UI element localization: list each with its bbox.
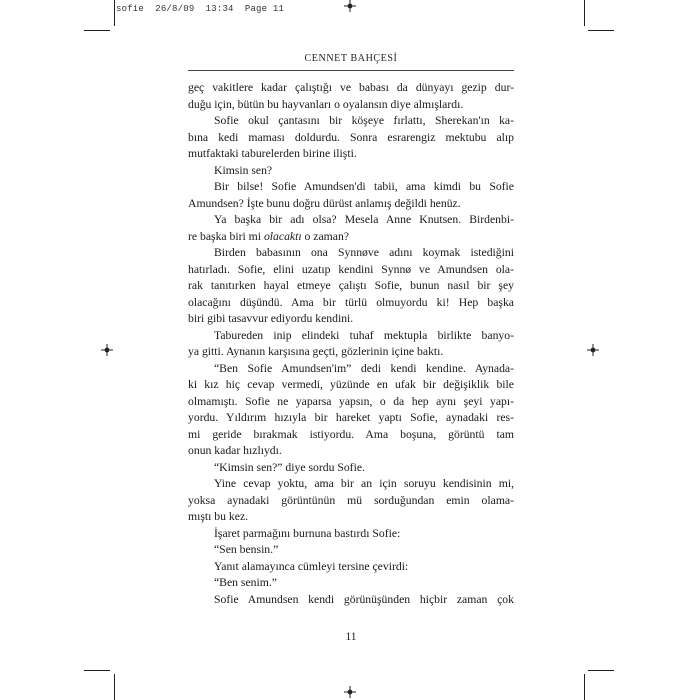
text-line: Birden babasının ona Synnøve adını koymak istediğini xyxy=(214,246,514,259)
crop-mark-bottom-right-v xyxy=(584,674,585,700)
registration-mark-right-icon xyxy=(587,344,599,356)
text-line: Tabureden inip elindeki tuhaf mektupla birlikte banyo- xyxy=(214,328,514,342)
text-line: rak tanıtırken hayal etmeye çalıştı Sofie, bunun nasıl bir şey xyxy=(188,279,514,292)
text-line: onun kadar hızlıydı. xyxy=(188,444,282,457)
crop-mark-bottom-left-h xyxy=(84,670,110,671)
text-line: “Ben senim.” xyxy=(214,576,277,589)
running-head: CENNET BAHÇESİ xyxy=(304,53,398,64)
text-line: Amundsen? İşte bunu doğru dürüst anlamış değildi henüz. xyxy=(188,196,461,210)
text-line: “Ben Sofie Amundsen'im” dedi kendi kendine. Aynada- xyxy=(214,361,514,375)
text-line: Sofie Amundsen kendi görünüşünden hiçbir zaman çok xyxy=(214,592,514,606)
slug-date: 26/8/09 xyxy=(155,4,195,14)
slug-time: 13:34 xyxy=(205,4,234,14)
text-line: biri gibi tasavvur ediyordu kendini. xyxy=(188,312,354,325)
text-line: yordu. Yıldırım hızıyla bir hareket yaptı Sofie, aynadaki res- xyxy=(188,411,514,424)
printer-slug xyxy=(116,4,284,14)
text-line: Yanıt alamayınca cümleyi tersine çevirdi: xyxy=(214,559,409,573)
slug-page: Page 11 xyxy=(244,4,285,14)
header-rule xyxy=(188,70,514,71)
registration-mark-left-icon xyxy=(101,344,113,356)
text-line: Kimsin sen? xyxy=(214,163,273,177)
text-line: ya gitti. Aynanın karşısına geçti, gözlerinin içine baktı. xyxy=(188,345,444,358)
crop-mark-top-left-v xyxy=(114,0,115,26)
slug-file: sofie xyxy=(116,4,145,14)
text-line: “Sen bensin.” xyxy=(214,543,279,556)
text-line: yoksa aynadaki görüntünün mü sorduğundan emin olama- xyxy=(188,493,514,507)
text-line: Bir bilse! Sofie Amundsen'di tabii, ama kimdi bu Sofie xyxy=(214,180,514,193)
text-line: duğu için, bütün bu hayvanları o oyalansın diye almışlardı. xyxy=(188,97,464,111)
text-line: Ya başka bir adı olsa? Mesela Anne Knutsen. Birdenbi- xyxy=(214,213,514,226)
text-line: mi geride bırakmak istiyordu. Ama boşuna, görüntü tam xyxy=(188,427,514,441)
text-line: Yine cevap yoktu, ama bir an için soruyu kendisinin mi, xyxy=(214,477,514,490)
crop-mark-top-left-h xyxy=(84,30,110,31)
crop-mark-top-right-h xyxy=(588,30,614,31)
body-text xyxy=(188,80,514,608)
text-line: mutfaktaki taburelerden birine ilişti. xyxy=(188,147,357,160)
text-line: geç vakitlere kadar çalıştığı ve babası da dünyayı gezip dur- xyxy=(188,81,514,94)
text-line: mıştı bu kez. xyxy=(188,510,249,523)
crop-mark-bottom-left-v xyxy=(114,674,115,700)
text-line: “Kimsin sen?” diye sordu Sofie. xyxy=(214,460,365,474)
crop-mark-top-right-v xyxy=(584,0,585,26)
text-line: olmamıştı. Sofie ne yaparsa yapsın, o da hep aynı şeyi yapı- xyxy=(188,394,514,408)
text-line: olacağını düşündü. Ama bir türlü olmuyordu ki! Hep başka xyxy=(188,295,514,309)
registration-mark-top-icon xyxy=(344,0,356,12)
text-line: ki kız hiç cevap vermedi, yüzünde en ufak bir değişiklik bile xyxy=(188,378,514,391)
crop-mark-bottom-right-h xyxy=(588,670,614,671)
registration-mark-bottom-icon xyxy=(344,686,356,698)
text-line: İşaret parmağını burnuna bastırdı Sofie: xyxy=(214,526,401,540)
text-line: bına kedi maması doldurdu. Sonra esrarengiz mektubu alıp xyxy=(188,130,514,144)
text-line: hatırladı. Sofie, elini uzatıp kendini Synnø ve Amundsen ola- xyxy=(188,262,514,276)
text-line: Sofie okul çantasını bir köşeye fırlattı, Sherekan'ın ka- xyxy=(214,114,514,127)
text-line: re başka biri mi olacaktı o zaman? xyxy=(188,229,349,243)
page-number: 11 xyxy=(345,631,357,643)
